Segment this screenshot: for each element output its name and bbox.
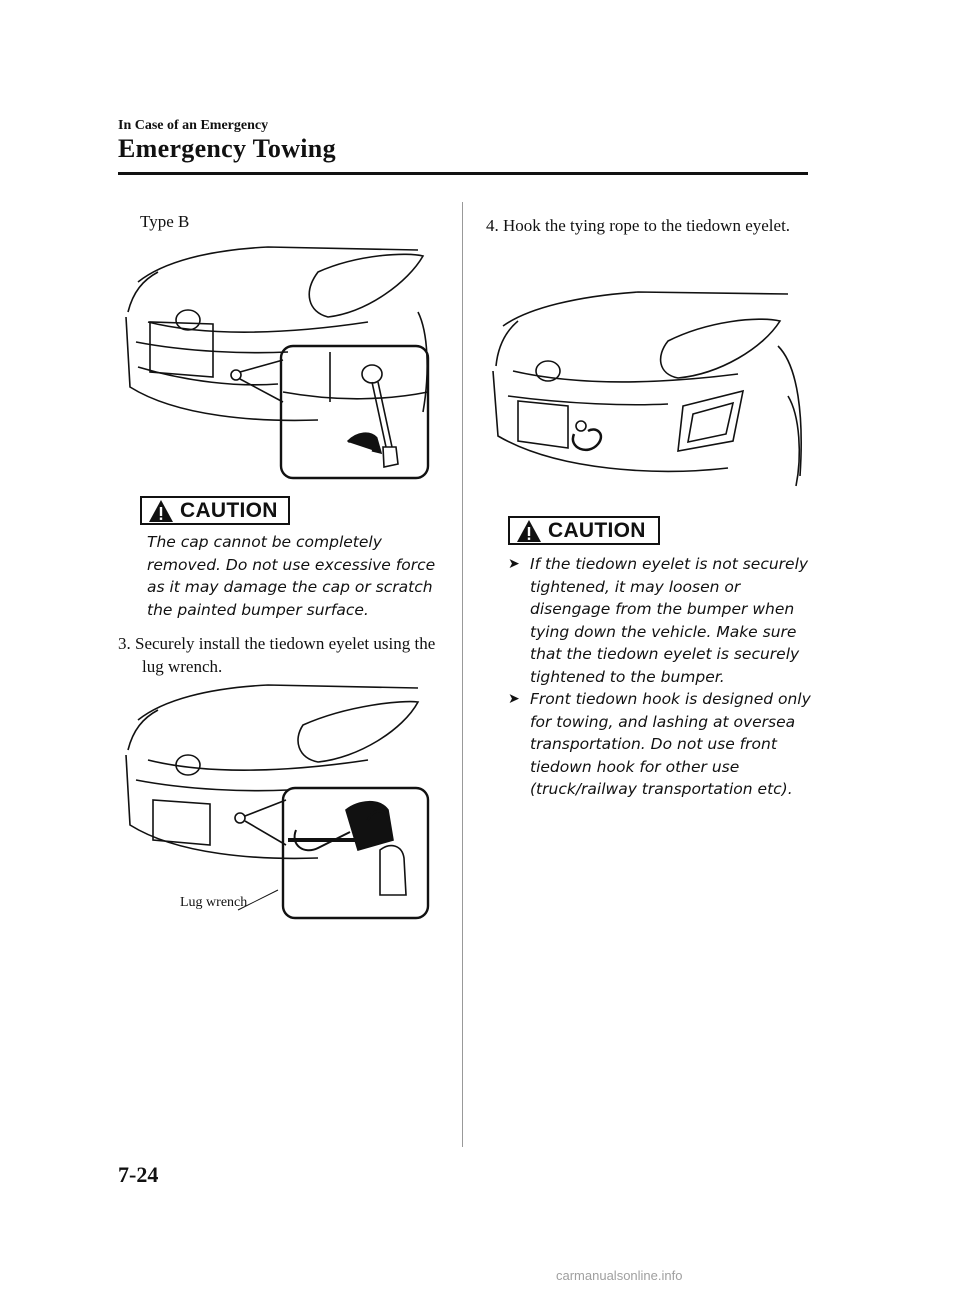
caution-list-right <box>508 553 813 801</box>
warning-icon <box>516 519 542 543</box>
section-label: In Case of an Emergency <box>118 118 269 133</box>
callout-lug-wrench: Lug wrench <box>180 895 248 910</box>
caution-text-left: The cap cannot be completely removed. Do not use excessive force as it may damage the cap or scratch the painted bumper surface. <box>147 533 436 619</box>
column-divider <box>462 202 463 1147</box>
page-title: Emergency Towing <box>118 134 336 163</box>
caution-label-right: CAUTION <box>548 518 646 542</box>
step-3: 3. Securely install the tiedown eyelet using the lug wrench. <box>118 634 436 676</box>
watermark: carmanualsonline.info <box>556 1268 683 1283</box>
arrow-bullet-icon: ➤ <box>508 691 520 707</box>
caution-bullet-text: If the tiedown eyelet is not securely tightened, it may loosen or disengage from the bumper when tying down the vehicle. Make sure that the tiedown eyelet is securely tightened to the bumper. <box>530 555 809 686</box>
caution-box-right <box>508 516 660 545</box>
caution-box-left <box>140 496 290 525</box>
subheading-type-b: Type B <box>140 212 190 231</box>
step-4: 4. Hook the tying rope to the tiedown eyelet. <box>486 216 791 235</box>
caution-label-left: CAUTION <box>180 498 278 522</box>
arrow-bullet-icon: ➤ <box>508 556 520 572</box>
warning-icon <box>148 499 174 523</box>
figure-install-eyelet <box>118 680 438 922</box>
page-number: 7-24 <box>118 1162 159 1187</box>
title-rule <box>118 172 808 175</box>
caution-bullet-text: Front tiedown hook is designed only for towing, and lashing at oversea transportation. Do not use front tiedown hook for other use (truck/railway transportation etc). <box>530 690 811 798</box>
figure-hook-rope <box>488 286 806 488</box>
figure-cap-removal <box>118 242 438 482</box>
caution-bullet <box>508 688 813 801</box>
caution-bullet <box>508 553 813 688</box>
